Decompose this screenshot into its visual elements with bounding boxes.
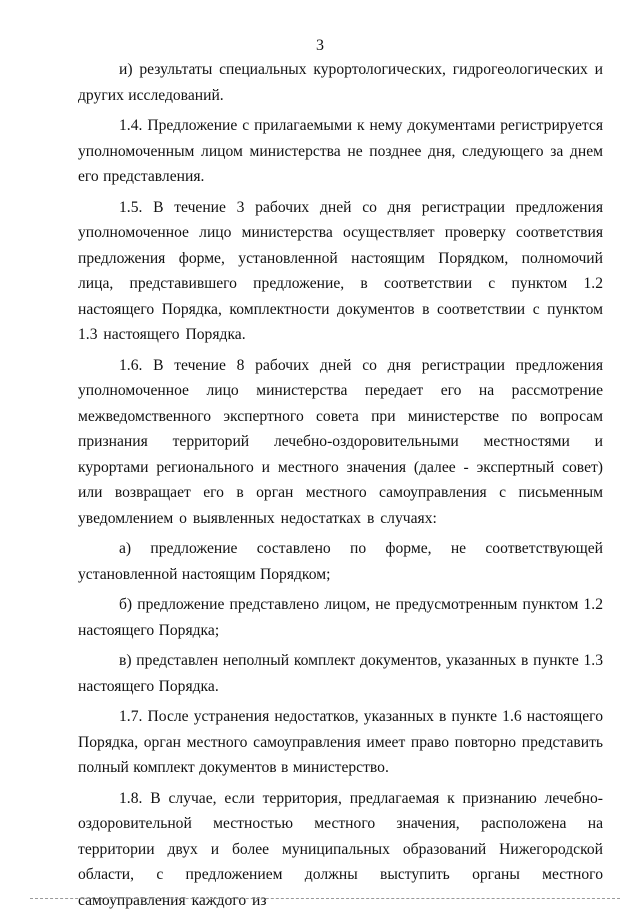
- paragraph-item-i: и) результаты специальных курортологических, гидрогеологических и других исследований.: [78, 61, 603, 104]
- paragraph-1-7: 1.7. После устранения недостатков, указанных в пункте 1.6 настоящего Порядка, орган местного самоуправления имеет право повторно представить полный комплект документов в министерство.: [78, 708, 603, 776]
- document-body: [78, 57, 603, 918]
- page-bottom-edge: [30, 898, 620, 899]
- page-number: 3: [316, 37, 324, 54]
- paragraph-item-a: а) предложение составлено по форме, не соответствующей установленной настоящим Порядком;: [78, 540, 603, 583]
- paragraph-1-5: 1.5. В течение 3 рабочих дней со дня регистрации предложения уполномоченное лицо министерства осуществляет проверку соответствия предложения форме, установленной настоящим Порядком, полномочий лица, представившего предложение, в соответствии с пунктом 1.2 настоящего Порядка, комплектности документов в соответствии с пунктом 1.3 настоящего Порядка.: [78, 198, 603, 343]
- paragraph-item-b: б) предложение представлено лицом, не предусмотренным пунктом 1.2 настоящего Порядка;: [78, 596, 603, 639]
- paragraph-item-v: в) представлен неполный комплект документов, указанных в пункте 1.3 настоящего Порядка.: [78, 652, 603, 695]
- paragraph-1-8: 1.8. В случае, если территория, предлагаемая к признанию лечебно-оздоровительной местностью местного значения, расположена на территории двух и более муниципальных образований Нижегородской области, с предложением должны выступить органы местного самоуправления каждого из: [78, 789, 603, 909]
- paragraph-1-4: 1.4. Предложение с прилагаемыми к нему документами регистрируется уполномоченным лицом министерства не позднее дня, следующего за днем его представления.: [78, 117, 603, 185]
- paragraph-1-6: 1.6. В течение 8 рабочих дней со дня регистрации предложения уполномоченное лицо министерства передает его на рассмотрение межведомственного экспертного совета при министерстве по вопросам признания территорий лечебно-оздоровительными местностями и курортами регионального и местного значения (далее - экспертный совет) или возвращает его в орган местного самоуправления с письменным уведомлением о выявленных недостатках в случаях:: [78, 356, 603, 527]
